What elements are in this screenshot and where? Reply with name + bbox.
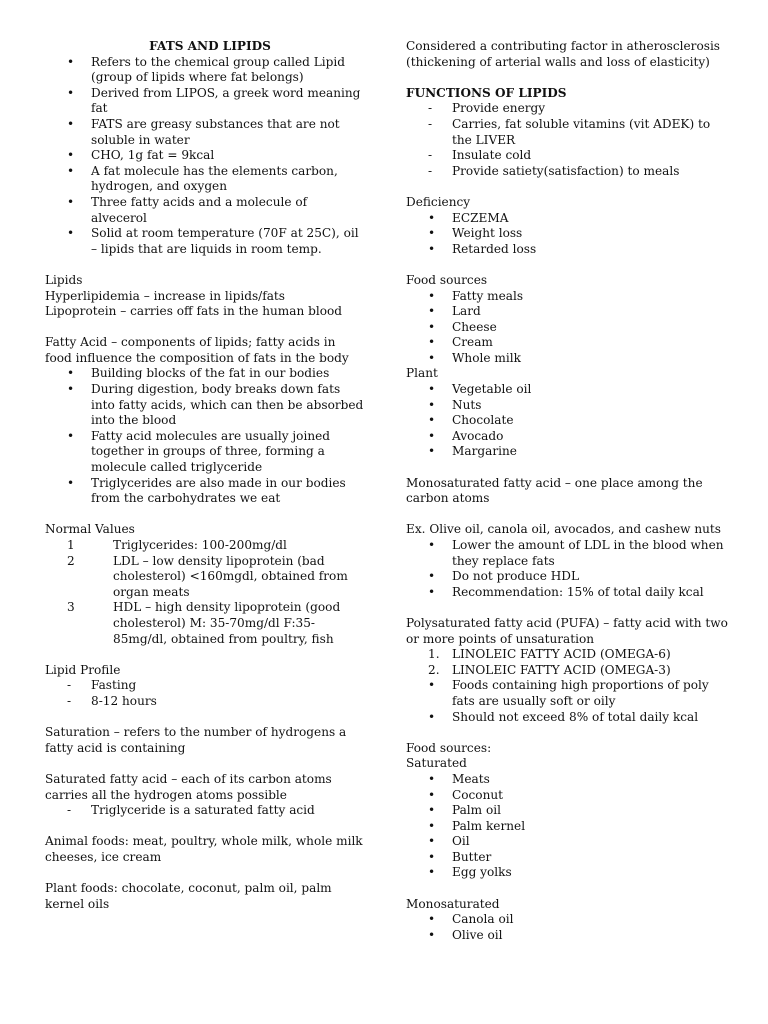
list-item: - Fasting	[45, 678, 365, 694]
saturated-label: Saturated	[406, 756, 467, 771]
list-item: • Do not produce HDL	[406, 569, 728, 585]
list-item: • Building blocks of the fat in our bodies	[45, 366, 365, 382]
list-item: - Provide energy	[406, 101, 728, 117]
deficiency-label: Deficiency	[406, 194, 471, 209]
list-item: - Triglyceride is a saturated fatty acid	[45, 803, 365, 819]
list-item: • Recommendation: 15% of total daily kcal	[406, 585, 728, 601]
list-item: • Butter	[406, 850, 728, 866]
list-item: • Weight loss	[406, 226, 728, 242]
list-item: - Carries, fat soluble vitamins (vit ADEK) to the LIVER	[406, 117, 728, 148]
list-item: • Three fatty acids and a molecule of alvecerol	[45, 195, 365, 226]
list-item	[406, 647, 728, 663]
list-item: • Foods containing high proportions of poly fats are usually soft or oily	[406, 678, 728, 709]
page-title: FATS AND LIPIDS	[149, 39, 271, 53]
polysaturated-numbered-list	[406, 647, 728, 678]
list-item: • Margarine	[406, 444, 728, 460]
plant-label: Plant	[406, 366, 438, 381]
list-item	[45, 600, 365, 647]
lipids-label: Lipids	[45, 272, 83, 287]
list-item: • Olive oil	[406, 928, 728, 944]
list-item: • Canola oil	[406, 912, 728, 928]
list-item: • CHO, 1g fat = 9kcal	[45, 148, 365, 164]
fatty-acid-definition: Fatty Acid – components of lipids; fatty acids in food influence the composition of fats in the body	[45, 335, 349, 365]
lipid-profile-list	[45, 678, 365, 709]
item-number: 2	[67, 553, 75, 568]
polysaturated-list	[406, 678, 728, 725]
item-number: 1.	[428, 647, 440, 662]
lipid-profile-label: Lipid Profile	[45, 662, 121, 677]
list-item: • Should not exceed 8% of total daily kcal	[406, 710, 728, 726]
list-item: • Palm oil	[406, 803, 728, 819]
saturated-fatty-acid-definition: Saturated fatty acid – each of its carbon atoms carries all the hydrogen atoms possible	[45, 771, 332, 802]
list-item: • Solid at room temperature (70F at 25C), oil – lipids that are liquids in room temp.	[45, 226, 365, 257]
right-column	[406, 39, 728, 943]
item-text: HDL – high density lipoprotein (good cholesterol) M: 35-70mg/dl F:35-85mg/dl, obtained from poultry, fish	[113, 600, 341, 646]
animal-foods-text: Animal foods: meat, poultry, whole milk, whole milk cheeses, ice cream	[45, 834, 363, 864]
atherosclerosis-text: Considered a contributing factor in atherosclerosis (thickening of arterial walls and loss of elasticity)	[406, 39, 721, 69]
normal-values-label: Normal Values	[45, 522, 135, 537]
plant-list	[406, 382, 728, 460]
list-item: • Vegetable oil	[406, 382, 728, 398]
list-item: • Lower the amount of LDL in the blood when they replace fats	[406, 538, 728, 569]
left-column	[45, 39, 365, 912]
list-item: • Fatty meals	[406, 289, 728, 305]
list-item: - 8-12 hours	[45, 694, 365, 710]
list-item: • Retarded loss	[406, 242, 728, 258]
list-item: • Egg yolks	[406, 865, 728, 881]
food-sources-heading: Food sources:	[406, 740, 492, 755]
list-item: • A fat molecule has the elements carbon, hydrogen, and oxygen	[45, 164, 365, 195]
monosaturated-label: Monosaturated	[406, 896, 500, 911]
list-item: • Triglycerides are also made in our bodies from the carbohydrates we eat	[45, 476, 365, 507]
list-item: • Fatty acid molecules are usually joined together in groups of three, forming a molecule called triglyceride	[45, 429, 365, 476]
deficiency-list	[406, 211, 728, 258]
saturated-fatty-acid-list	[45, 803, 365, 819]
hyperlipidemia-text: Hyperlipidemia – increase in lipids/fats	[45, 288, 285, 303]
list-item: • Cream	[406, 335, 728, 351]
list-item: • Palm kernel	[406, 819, 728, 835]
plant-foods-text: Plant foods: chocolate, coconut, palm oil, palm kernel oils	[45, 881, 332, 911]
functions-list	[406, 101, 728, 179]
list-item: • Meats	[406, 772, 728, 788]
lipoprotein-text: Lipoprotein – carries off fats in the human blood	[45, 304, 343, 319]
saturated-list	[406, 772, 728, 881]
item-number: 1	[67, 538, 75, 552]
list-item: • ECZEMA	[406, 211, 728, 227]
food-sources-label: Food sources	[406, 272, 488, 287]
list-item: • Lard	[406, 304, 728, 320]
item-number: 3	[67, 600, 75, 615]
monosaturated-definition: Monosaturated fatty acid – one place among the carbon atoms	[406, 475, 703, 506]
list-item: • Avocado	[406, 429, 728, 445]
list-item: • Whole milk	[406, 351, 728, 367]
normal-values-list	[45, 538, 365, 647]
list-item: • Chocolate	[406, 413, 728, 429]
list-item: • FATS are greasy substances that are not soluble in water	[45, 117, 365, 148]
polysaturated-definition: Polysaturated fatty acid (PUFA) – fatty acid with two or more points of unsaturation	[406, 615, 728, 646]
item-text: LINOLEIC FATTY ACID (OMEGA-3)	[452, 662, 671, 677]
list-item: • Refers to the chemical group called Lipid (group of lipids where fat belongs)	[45, 55, 365, 86]
list-item	[45, 554, 365, 601]
list-item: • Derived from LIPOS, a greek word meaning fat	[45, 86, 365, 117]
monosaturated-sources-list	[406, 912, 728, 943]
list-item: • Coconut	[406, 788, 728, 804]
list-item: • Oil	[406, 834, 728, 850]
list-item: • Cheese	[406, 320, 728, 336]
list-item	[406, 663, 728, 679]
intro-list	[45, 55, 365, 258]
list-item: • During digestion, body breaks down fats into fatty acids, which can then be absorbed into the blood	[45, 382, 365, 429]
item-text: Triglycerides: 100-200mg/dl	[113, 538, 287, 552]
saturation-definition: Saturation – refers to the number of hydrogens a fatty acid is containing	[45, 725, 347, 755]
item-number: 2.	[428, 662, 440, 677]
list-item: • Nuts	[406, 398, 728, 414]
list-item: - Insulate cold	[406, 148, 728, 164]
monosaturated-list	[406, 538, 728, 600]
item-text: LDL – low density lipoprotein (bad cholesterol) <160mgdl, obtained from organ meats	[113, 553, 348, 599]
monosaturated-examples: Ex. Olive oil, canola oil, avocados, and cashew nuts	[406, 522, 721, 537]
functions-heading: FUNCTIONS OF LIPIDS	[406, 85, 567, 100]
list-item	[45, 538, 365, 554]
food-sources-list	[406, 289, 728, 367]
list-item: - Provide satiety(satisfaction) to meals	[406, 164, 728, 180]
item-text: LINOLEIC FATTY ACID (OMEGA-6)	[452, 647, 671, 662]
fatty-acid-list	[45, 366, 365, 506]
